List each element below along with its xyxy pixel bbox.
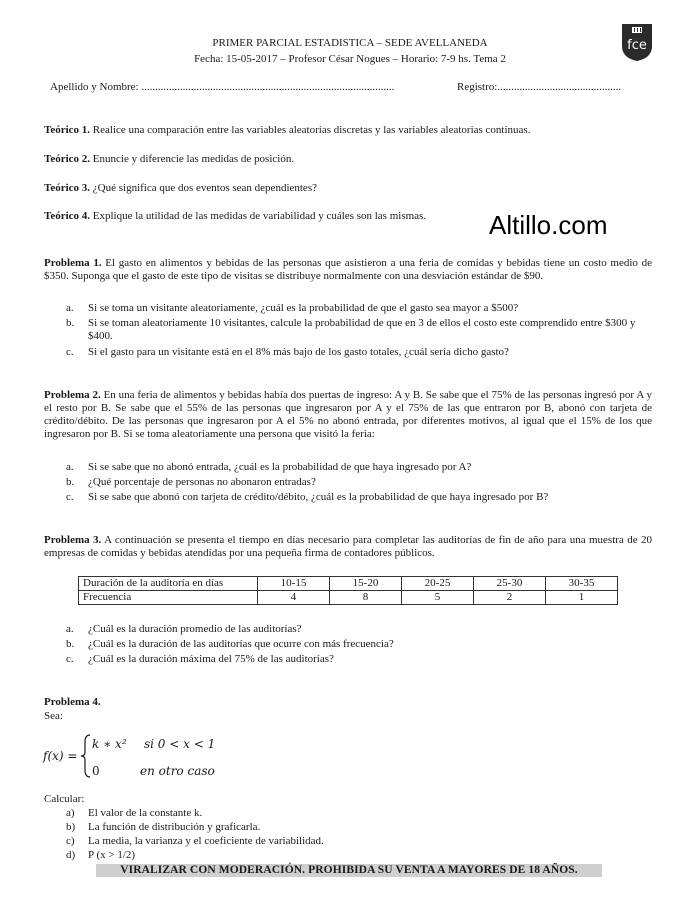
case-2-condition: en otro caso — [140, 764, 215, 778]
table-header-cell: Frecuencia — [79, 591, 258, 605]
problema-4-item-b: b) La función de distribución y graficarla. — [66, 821, 261, 833]
problema-4-item-c: c) La media, la varianza y el coeficiente de variabilidad. — [66, 835, 324, 847]
table-cell: 20-25 — [402, 577, 474, 591]
problema-3-statement: Problema 3. A continuación se presenta el tiempo en días necesario para completar las auditorías de fin de año para una muestra de 20 empresas de comidas y bebidas atendidas por una pequeña firma de contadores públicos. — [44, 534, 653, 559]
teorico-3: Teórico 3. ¿Qué significa que dos eventos sean dependientes? — [44, 182, 317, 194]
problema-2-item-c: c. Si se sabe que abonó con tarjeta de crédito/débito, ¿cuál es la probabilidad de que haya ingresado por B? — [66, 491, 549, 503]
problema-3-item-b: b. ¿Cuál es la duración de las auditorías que ocurre con más frecuencia? — [66, 638, 394, 650]
table-cell: 15-20 — [330, 577, 402, 591]
svg-text:fce: fce — [627, 38, 647, 53]
function-name: f(x) = — [43, 749, 78, 763]
altillo-watermark: Altillo.com — [489, 210, 608, 240]
problema-3-item-a: a. ¿Cuál es la duración promedio de las auditorías? — [66, 623, 302, 635]
case-2-expression: 0 — [92, 764, 100, 778]
table-cell: 2 — [474, 591, 546, 605]
problema-4-item-d: d) P (x > 1/2) — [66, 849, 136, 861]
problema-3-item-c: c. ¿Cuál es la duración máxima del 75% de las auditorías? — [66, 653, 334, 665]
problema-2-item-b: b. ¿Qué porcentaje de personas no abonaron entradas? — [66, 476, 316, 488]
problema-1-item-b: b. Si se toman aleatoriamente 10 visitantes, calcule la probabilidad de que en 3 de ellos el costo este comprendido entre $300 y $400. — [66, 317, 636, 342]
registro-field: Registro:............................................. — [457, 81, 622, 93]
calcular-label: Calcular: — [44, 793, 85, 805]
teorico-1: Teórico 1. Realice una comparación entre las variables aleatorias discretas y las variables aleatorias continuas. — [44, 124, 531, 136]
problema-1-item-a: a. Si se toma un visitante aleatoriamente, ¿cuál es la probabilidad de que el gasto sea mayor a $500? — [66, 302, 519, 314]
table-cell: 8 — [330, 591, 402, 605]
problema-2-item-a: a. Si se sabe que no abonó entrada, ¿cuál es la probabilidad de que haya ingresado por A? — [66, 461, 472, 473]
footer-banner: VIRALIZAR CON MODERACIÓN. PROHIBIDA SU VENTA A MAYORES DE 18 AÑOS. — [96, 864, 602, 877]
case-1-condition: si 0 < x < 1 — [144, 737, 216, 751]
problema-4-item-a: a) El valor de la constante k. — [66, 807, 203, 819]
problema-4-title: Problema 4. — [44, 696, 101, 708]
exam-subtitle: Fecha: 15-05-2017 – Profesor César Nogues – Horario: 7-9 hs. Tema 2 — [194, 53, 506, 65]
problema-1-item-c: c. Si el gasto para un visitante está en el 8% más bajo de los gasto totales, ¿cuál sería dicho gasto? — [66, 346, 509, 358]
table-cell: 10-15 — [258, 577, 330, 591]
table-cell: 4 — [258, 591, 330, 605]
table-row — [79, 577, 618, 591]
table-cell: 5 — [402, 591, 474, 605]
teorico-4: Teórico 4. Explique la utilidad de las medidas de variabilidad y cuáles son las mismas. — [44, 210, 427, 222]
table-cell: 25-30 — [474, 577, 546, 591]
problema-1-statement: Problema 1. El gasto en alimentos y bebidas de las personas que asistieron a una feria de comidas y bebidas tiene un costo medio de $350. Suponga que el gasto de este tipo de visitas se distribuye normalmente con una desviación estándar de $90. — [44, 257, 653, 282]
problema-2-statement: Problema 2. En una feria de alimentos y bebidas había dos puertas de ingreso: A y B. Se sabe que el 75% de las personas ingresó por A y el resto por B. Se sabe que el 55% de las personas que ingresaron por A y el 75% de las que entraron por B, abonó con tarjeta de crédito/débito. De las personas que ingresaron por A el 5% no abonó entrada, por diferentes motivos, al igual que el 15% de los que ingresaron por B. Si se toma aleatoriamente una persona que visitó la feria: — [44, 389, 653, 440]
teorico-2: Teórico 2. Enuncie y diferencie las medidas de posición. — [44, 153, 295, 165]
table-cell: 30-35 — [546, 577, 618, 591]
table-cell: 1 — [546, 591, 618, 605]
piecewise-brace — [80, 734, 92, 782]
table-header-cell: Duración de la auditoría en días — [79, 577, 258, 591]
frequency-table — [78, 576, 618, 605]
case-1-expression: k ∗ x² — [92, 737, 127, 751]
problema-4-sea: Sea: — [44, 710, 63, 722]
table-row — [79, 591, 618, 605]
name-field: Apellido y Nombre: ............................................................................................ — [50, 81, 395, 93]
fce-logo — [620, 22, 654, 62]
exam-title: PRIMER PARCIAL ESTADISTICA – SEDE AVELLANEDA — [212, 37, 488, 49]
